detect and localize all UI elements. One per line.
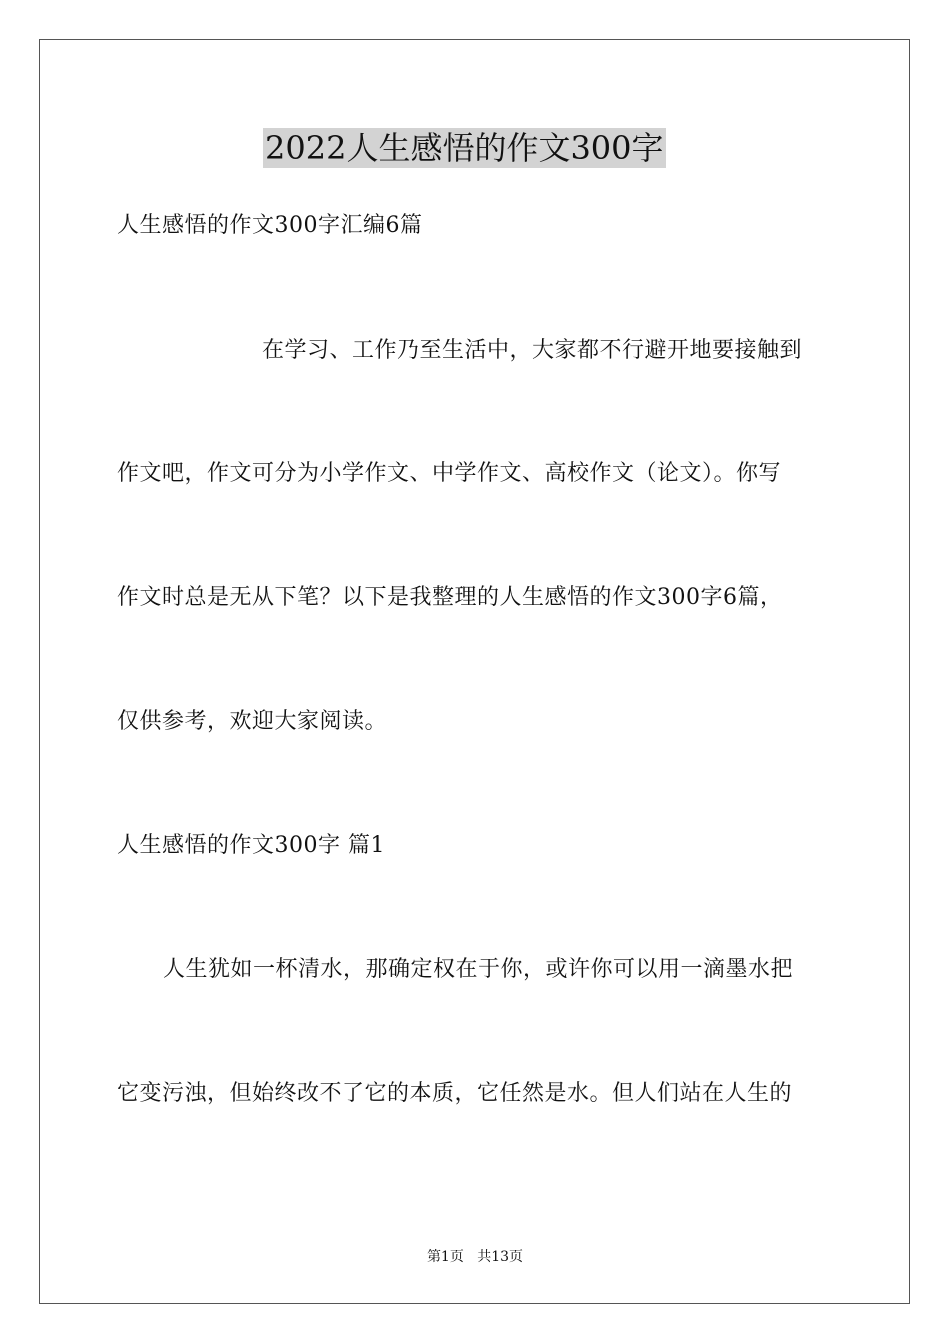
body-line-1: 人生犹如一杯清水，那确定权在于你，或许你可以用一滴墨水把 <box>163 957 794 982</box>
intro-line-3: 作文时总是无从下笔？以下是我整理的人生感悟的作文300字6篇， <box>117 585 783 610</box>
document-title: 2022人生感悟的作文300字 <box>265 129 664 167</box>
page-number: 第1页 <box>426 1249 464 1265</box>
page-total: 共13页 <box>477 1249 524 1265</box>
intro-line-1: 在学习、工作乃至生活中，大家都不行避开地要接触到 <box>262 338 803 363</box>
intro-line-2: 作文吧，作文可分为小学作文、中学作文、高校作文（论文）。你写 <box>117 461 782 486</box>
section-heading: 人生感悟的作文300字 篇1 <box>117 833 385 858</box>
intro-line-4: 仅供参考，欢迎大家阅读。 <box>117 709 388 734</box>
page-footer <box>0 1248 950 1266</box>
document-subtitle: 人生感悟的作文300字汇编6篇 <box>117 213 423 238</box>
body-line-2: 它变污浊，但始终改不了它的本质，它任然是水。但人们站在人生的 <box>117 1081 793 1106</box>
